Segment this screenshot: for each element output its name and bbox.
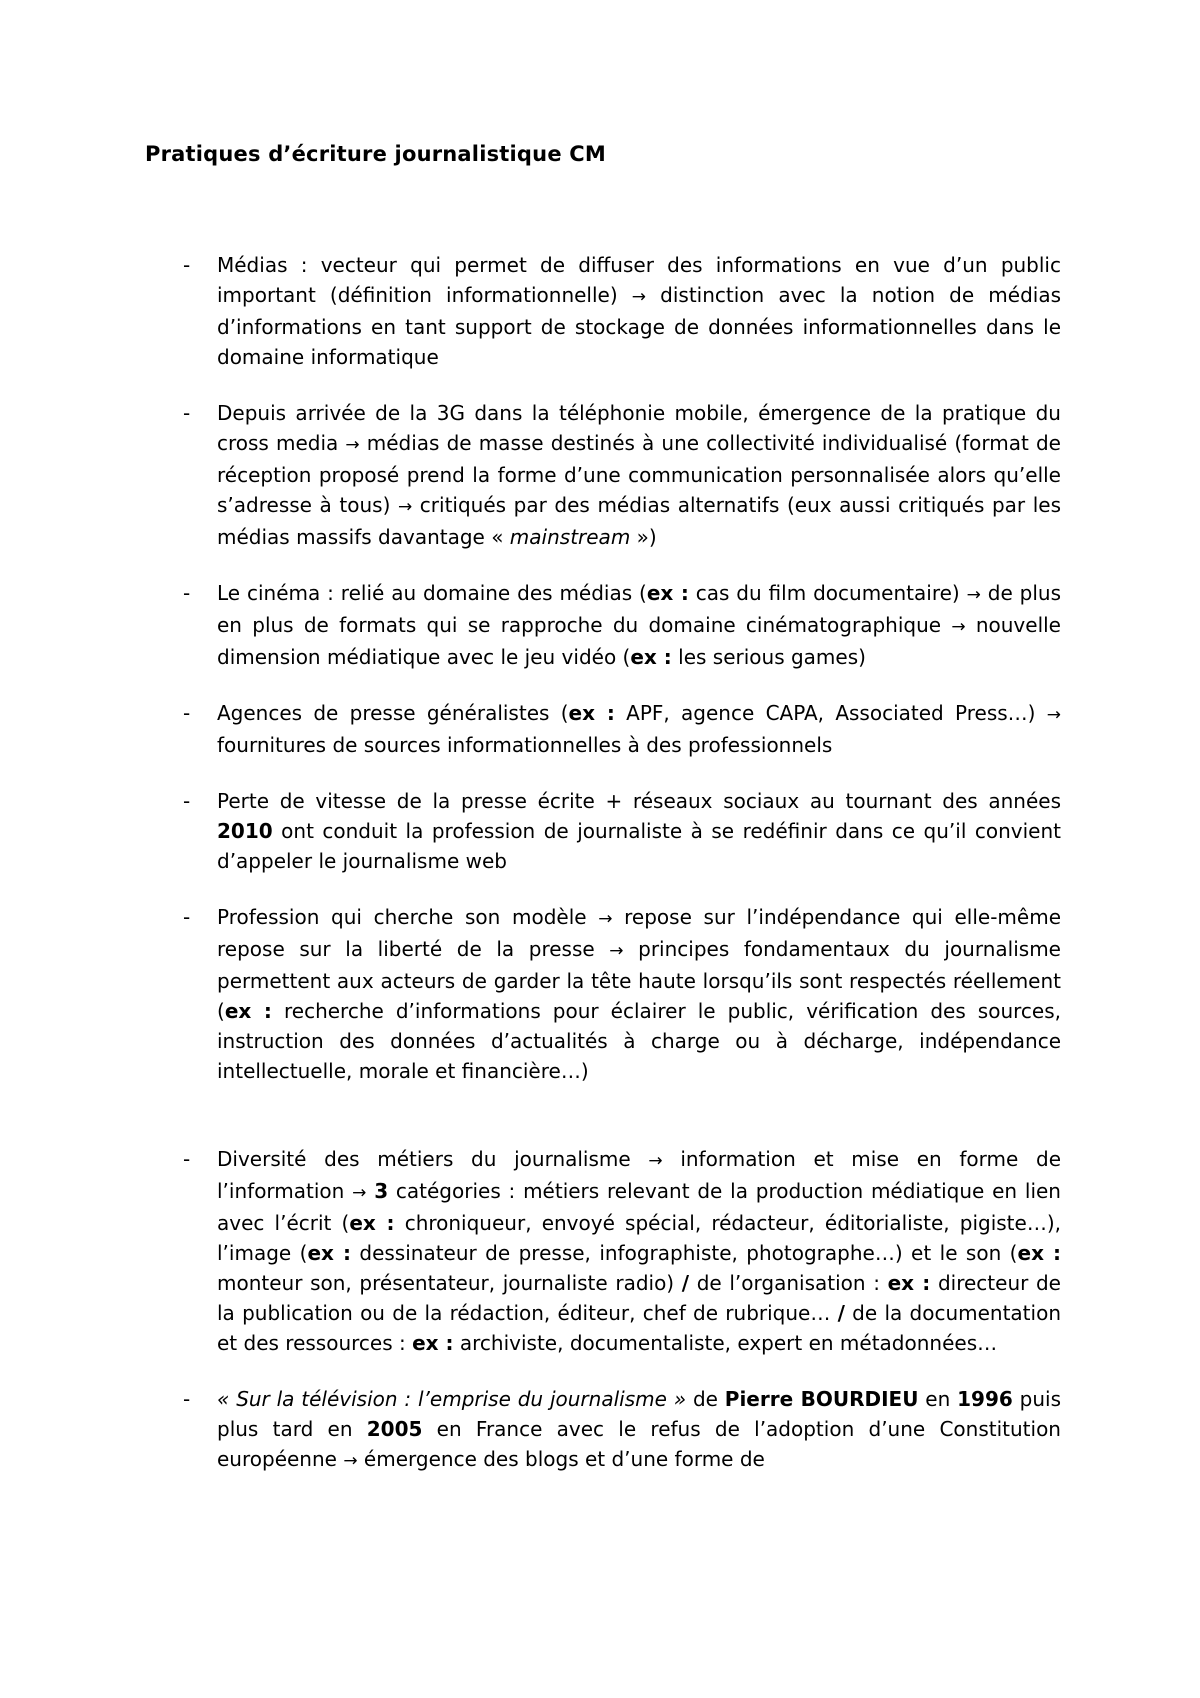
bullet-text: Agences de presse généralistes (ex : APF, agence CAPA, Associated Press…) → fournitures de sources informationnelles à des professionnels bbox=[217, 701, 1061, 757]
arrow-icon: → bbox=[966, 585, 981, 605]
arrow-icon: → bbox=[352, 1183, 367, 1203]
arrow-icon: → bbox=[397, 497, 413, 517]
arrow-icon: → bbox=[345, 435, 360, 455]
bullet-dash: - bbox=[183, 701, 191, 725]
bullet-text: Médias : vecteur qui permet de diffuser des informations en vue d’un public important (définition informationnelle) → distinction avec la notion de médias d’informations en tant support de stockage de données informationnelles dans le domaine informatique bbox=[217, 253, 1061, 369]
bullet-item-presse bbox=[0, 786, 1200, 876]
arrow-icon: → bbox=[609, 941, 624, 961]
bullet-item-agences bbox=[0, 698, 1200, 760]
bullet-item-diversite bbox=[0, 1144, 1200, 1358]
bullet-text: Diversité des métiers du journalisme → information et mise en forme de l’information → 3 catégories : métiers relevant de la production médiatique en lien avec l’écrit (ex : chroniqueur, envoyé spécial, rédacteur, éditorialiste, pigiste…), l’image (ex : dessinateur de presse, infographiste, photographe…) et le son (ex : monteur son, présentateur, journaliste radio) / de l’organisation : ex : directeur de la publication ou de la rédaction, éditeur, chef de rubrique… / de la documentation et des ressources : ex : archiviste, documentaliste, expert en métadonnées… bbox=[217, 1147, 1062, 1355]
bullet-text: Le cinéma : relié au domaine des médias (ex : cas du film documentaire) → de plus en plus de formats qui se rapproche du domaine cinématographique → nouvelle dimension médiatique avec le jeu vidéo (ex : les serious games) bbox=[217, 581, 1061, 669]
arrow-icon: → bbox=[1046, 705, 1061, 725]
bullet-dash: - bbox=[183, 1147, 191, 1171]
arrow-icon: → bbox=[343, 1451, 358, 1471]
bullet-text: Perte de vitesse de la presse écrite + réseaux sociaux au tournant des années 2010 ont conduit la profession de journaliste à se redéfinir dans ce qu’il convient d’appeler le journalisme web bbox=[217, 789, 1061, 873]
bullet-dash: - bbox=[183, 789, 191, 813]
bullet-dash: - bbox=[183, 1387, 191, 1411]
bullet-text: Profession qui cherche son modèle → repose sur l’indépendance qui elle-même repose sur la liberté de la presse → principes fondamentaux du journalisme permettent aux acteurs de garder la tête haute lorsqu’ils sont respectés réellement (ex : recherche d’informations pour éclairer le public, vérification des sources, instruction des données d’actualités à charge ou à décharge, indépendance intellectuelle, morale et financière…) bbox=[217, 905, 1062, 1083]
bullet-list bbox=[0, 230, 1200, 1502]
bullet-dash: - bbox=[183, 905, 191, 929]
bullet-dash: - bbox=[183, 581, 191, 605]
document-title: Pratiques d’écriture journalistique CM bbox=[145, 142, 606, 166]
bullet-dash: - bbox=[183, 253, 191, 277]
bullet-text: « Sur la télévision : l’emprise du journalisme » de Pierre BOURDIEU en 1996 puis plus tard en 2005 en France avec le refus de l’adoption d’une Constitution européenne → émergence des blogs et d’une forme de bbox=[217, 1387, 1061, 1471]
bullet-item-3g bbox=[0, 398, 1200, 552]
bullet-dash: - bbox=[183, 401, 191, 425]
bullet-text: Depuis arrivée de la 3G dans la téléphonie mobile, émergence de la pratique du cross media → médias de masse destinés à une collectivité individualisé (format de réception proposé prend la forme d’une communication personnalisée alors qu’elle s’adresse à tous) → critiqués par des médias alternatifs (eux aussi critiqués par les médias massifs davantage « mainstream ») bbox=[217, 401, 1061, 549]
arrow-icon: → bbox=[598, 909, 613, 929]
bullet-item-bourdieu bbox=[0, 1384, 1200, 1476]
arrow-icon: → bbox=[631, 287, 647, 307]
arrow-icon: → bbox=[648, 1151, 663, 1171]
bullet-item-medias bbox=[0, 250, 1200, 372]
bullet-item-profession bbox=[0, 902, 1200, 1086]
arrow-icon: → bbox=[951, 617, 966, 637]
bullet-item-cinema bbox=[0, 578, 1200, 672]
